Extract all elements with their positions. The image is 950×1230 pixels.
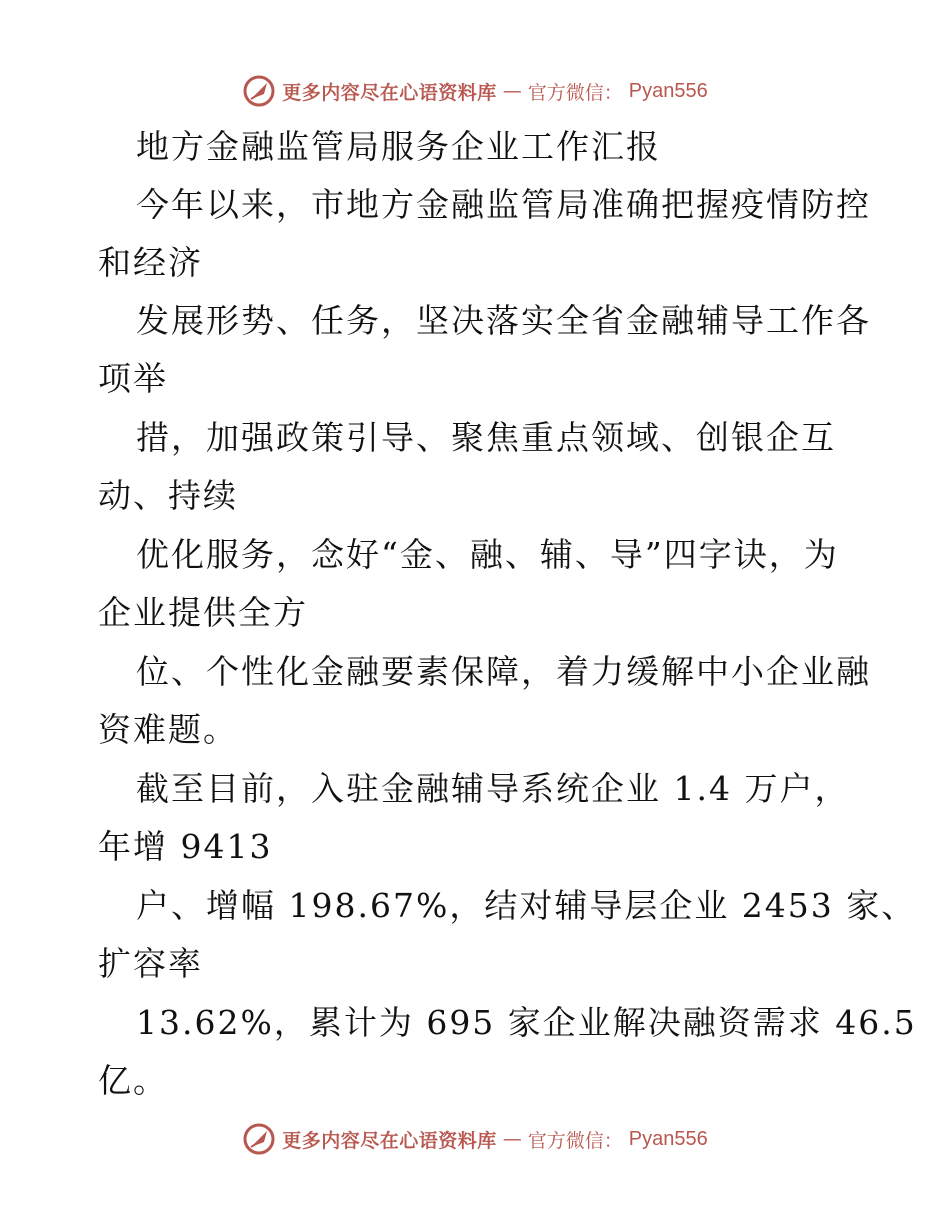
footer-watermark	[0, 1119, 950, 1159]
paragraph-line: 优化服务，念好“金、融、辅、导”四字诀，为	[136, 535, 839, 574]
watermark-wechat-id: Pyan556	[628, 1127, 708, 1150]
paragraph-line: 资难题。	[98, 710, 238, 749]
paragraph-line: 项举	[98, 359, 168, 398]
paragraph-line: 今年以来，市地方金融监管局准确把握疫情防控	[136, 185, 871, 224]
paragraph-line: 动、持续	[98, 476, 238, 515]
document-title: 地方金融监管局服务企业工作汇报	[136, 127, 661, 166]
paragraph-line: 扩容率	[98, 944, 203, 983]
watermark-text: 更多内容尽在心语资料库	[282, 1129, 497, 1152]
watermark-text: 更多内容尽在心语资料库	[282, 81, 497, 104]
paragraph-line: 措，加强政策引导、聚焦重点领域、创银企互	[136, 418, 836, 457]
paragraph-line: 企业提供全方	[98, 593, 308, 632]
paragraph-line: 发展形势、任务，坚决落实全省金融辅导工作各	[136, 301, 871, 340]
watermark-wechat-id: Pyan556	[628, 79, 708, 102]
watermark-wechat-label: 官方微信：	[527, 1129, 623, 1152]
paragraph-line: 年增 9413	[98, 827, 273, 866]
paragraph-line: 户、增幅 198.67%，结对辅导层企业 2453 家、	[136, 886, 917, 925]
watermark-wechat-label: 官方微信：	[527, 81, 623, 104]
paragraph-line: 截至目前，入驻金融辅导系统企业 1.4 万户，	[136, 769, 850, 808]
quill-logo-icon	[242, 1122, 276, 1156]
watermark-dash: —	[502, 80, 522, 102]
watermark-dash: —	[502, 1128, 522, 1150]
paragraph-line: 13.62%，累计为 695 家企业解决融资需求 46.5	[136, 1003, 917, 1042]
paragraph-line: 亿。	[98, 1061, 168, 1100]
paragraph-line: 位、个性化金融要素保障，着力缓解中小企业融	[136, 652, 871, 691]
paragraph-line: 和经济	[98, 243, 203, 282]
